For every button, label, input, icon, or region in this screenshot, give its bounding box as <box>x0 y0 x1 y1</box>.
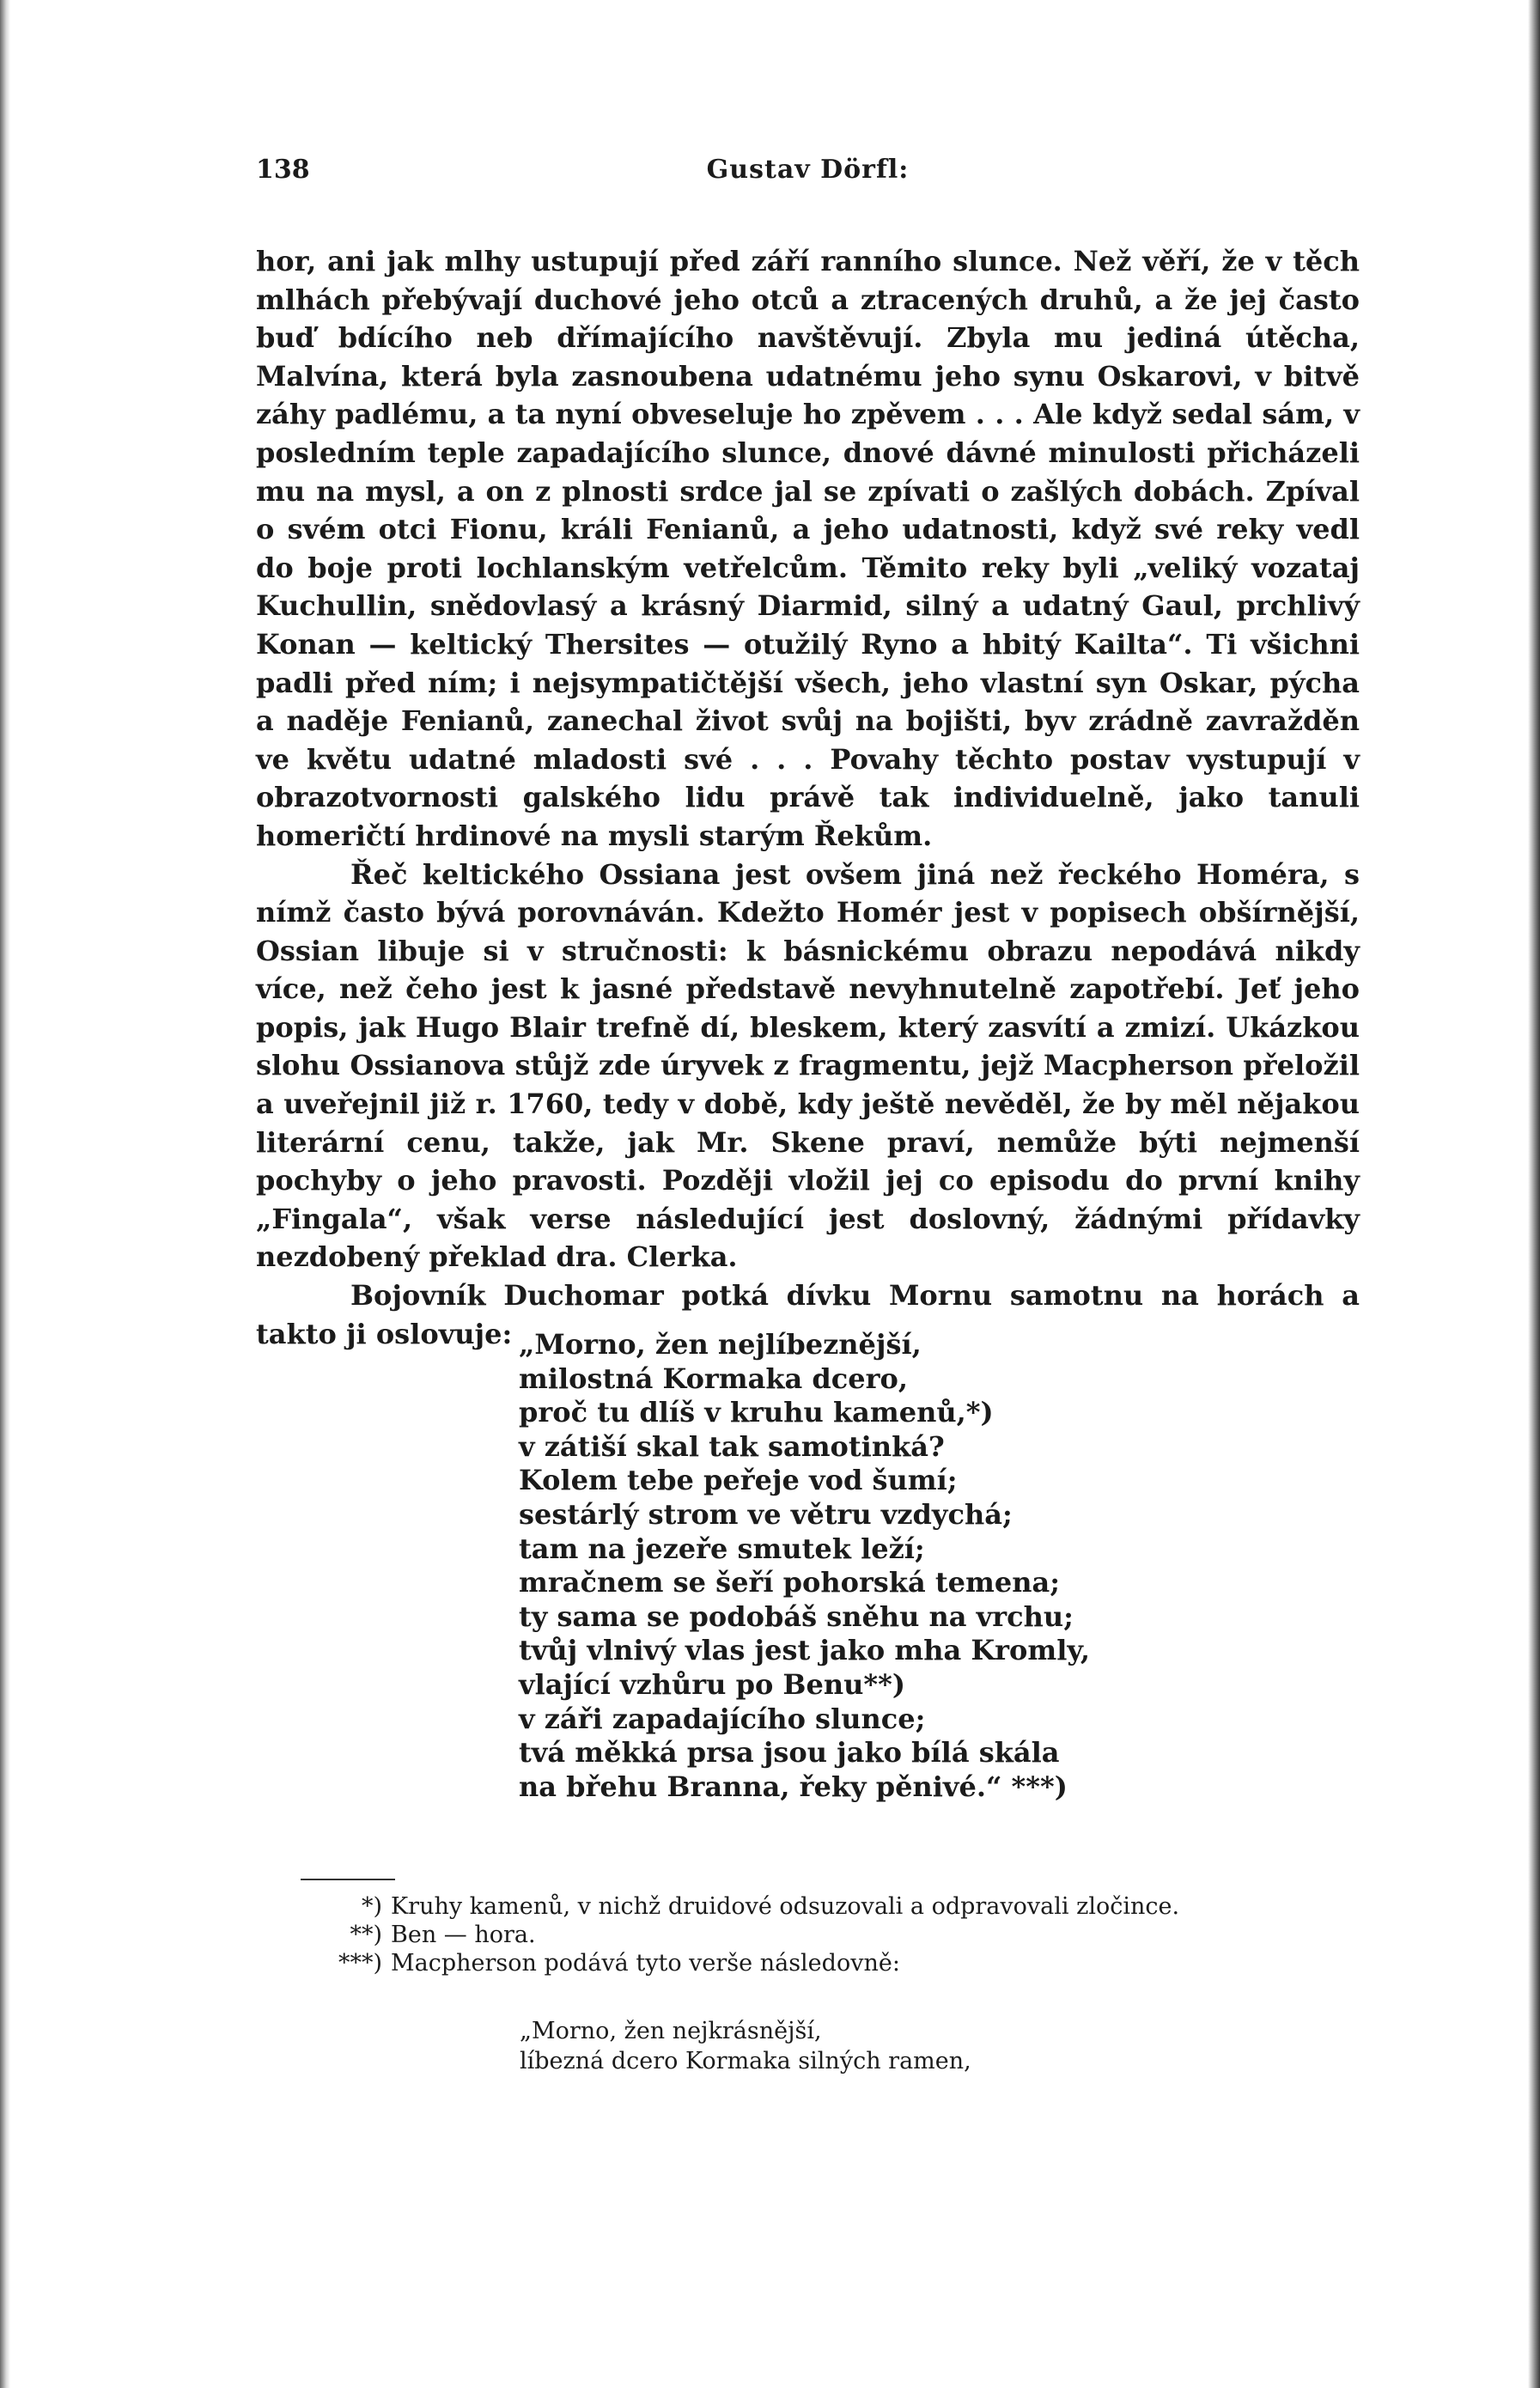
footnote-text: Macpherson podává tyto verše následovně: <box>391 1950 900 1977</box>
footnote <box>256 1921 1360 1949</box>
paragraph: Bojovník Duchomar potká dívku Mornu samotnu na horách a takto ji oslovuje: <box>256 1279 1360 1350</box>
footnote-text: Kruhy kamenů, v nichž druidové odsuzovali a odpravovali zločince. <box>391 1893 1180 1920</box>
poem <box>519 1328 1292 1804</box>
footnotes <box>256 1892 1360 1977</box>
poem-line: tvůj vlnivý vlas jest jako mha Kromly, <box>519 1634 1091 1667</box>
poem-line: tam na jezeře smutek leží; <box>519 1532 925 1565</box>
scan-edge-right <box>1528 0 1540 2388</box>
poem-line: „Morno, žen nejlíbeznější, <box>519 1328 922 1361</box>
footnote <box>256 1892 1360 1921</box>
poem-line: tvá měkká prsa jsou jako bílá skála <box>519 1736 1060 1770</box>
paragraph: Řeč keltického Ossiana jest ovšem jiná než řeckého Homéra, s nímž často bývá porovnáván. Kdežto Homér jest v popisech obšírnější, Ossian libuje si v stručnosti: k básnickému obrazu nepodává nikdy více, než čeho jest k jasné představě nevyhnutelně zapotřebí. Jeť jeho popis, jak Hugo Blair trefně dí, bleskem, který zasvítí a zmizí. Ukázkou slohu Ossianova stůjž zde úryvek z fragmentu, jejž Macpherson přeložil a uveřejnil již r. 1760, tedy v době, kdy ještě nevěděl, že by měl nějakou literární cenu, takže, jak Mr. Skene praví, nemůže býti nejmenší pochyby o jeho pravosti. Později vložil jej co episodu do první knihy „Fingala“, však verse následující jest doslovný, žádnými přídavky nezdobený překlad dra. Clerka. <box>256 857 1360 1274</box>
poem-line: na břehu Branna, řeky pěnivé.“ ***) <box>519 1770 1068 1803</box>
footnote-mark: *) <box>361 1893 382 1920</box>
poem-line: proč tu dlíš v kruhu kamenů,*) <box>519 1396 994 1429</box>
footnote-divider <box>301 1879 395 1880</box>
footnote-quote-line: „Morno, žen nejkrásnější, <box>520 2018 822 2044</box>
paragraph: hor, ani jak mlhy ustupují před září ranního slunce. Než věří, že v těch mlhách přebývají duchové jeho otců a ztracených druhů, a že jej často buď bdícího neb dřímajícího navštěvují. Zbyla mu jediná útěcha, Malvína, která byla zasnoubena udatnému jeho synu Oskarovi, v bitvě záhy padlému, a ta nyní obveseluje ho zpěvem . . . Ale když sedal sám, v posledním teple zapadajícího slunce, dnové dávné minulosti přicházeli mu na mysl, a on z plnosti srdce jal se zpívati o zašlých dobách. Zpíval o svém otci Fionu, králi Fenianů, a jeho udatnosti, když své reky vedl do boje proti lochlanským vetřelcům. Těmito reky byli „veliký vozataj Kuchullin, snědovlasý a krásný Diarmid, silný a udatný Gaul, prchlivý Konan — keltický Thersites — otužilý Ryno a hbitý Kailta“. Ti všichni padli před ním; i nejsympatičtější všech, jeho vlastní syn Oskar, pýcha a naděje Fenianů, zanechal život svůj na bojišti, byv zrádně zavražděn ve květu udatné mladosti své . . . Povahy těchto postav vystupují v obrazotvornosti galského lidu právě tak individuelně, jako tanuli homeričtí hrdinové na mysli starým Řekům. <box>256 245 1360 852</box>
poem-line: Kolem tebe peřeje vod šumí; <box>519 1464 958 1497</box>
poem-line: sestárlý strom ve větru vzdychá; <box>519 1497 1013 1531</box>
book-page <box>256 0 1360 2388</box>
footnote-mark: **) <box>350 1922 382 1948</box>
footnote-text: Ben — hora. <box>391 1922 536 1948</box>
page-number: 138 <box>256 155 310 185</box>
footnote-quote-line: líbezná dcero Kormaka silných ramen, <box>520 2048 971 2074</box>
footnote <box>256 1949 1360 1977</box>
poem-line: mračnem se šeří pohorská temena; <box>519 1566 1061 1599</box>
poem-line: v zátiší skal tak samotinká? <box>519 1429 945 1463</box>
poem-line: milostná Kormaka dcero, <box>519 1362 908 1395</box>
body-text <box>256 242 1360 1353</box>
footnote-quote <box>520 2016 971 2076</box>
running-head: Gustav Dörfl: <box>706 155 910 185</box>
poem-line: v záři zapadajícího slunce; <box>519 1702 926 1735</box>
scan-edge-left <box>0 0 10 2388</box>
poem-line: vlající vzhůru po Benu**) <box>519 1667 905 1701</box>
poem-line: ty sama se podobáš sněhu na vrchu; <box>519 1599 1074 1633</box>
page-header <box>256 155 1360 192</box>
footnote-mark: ***) <box>338 1950 382 1977</box>
